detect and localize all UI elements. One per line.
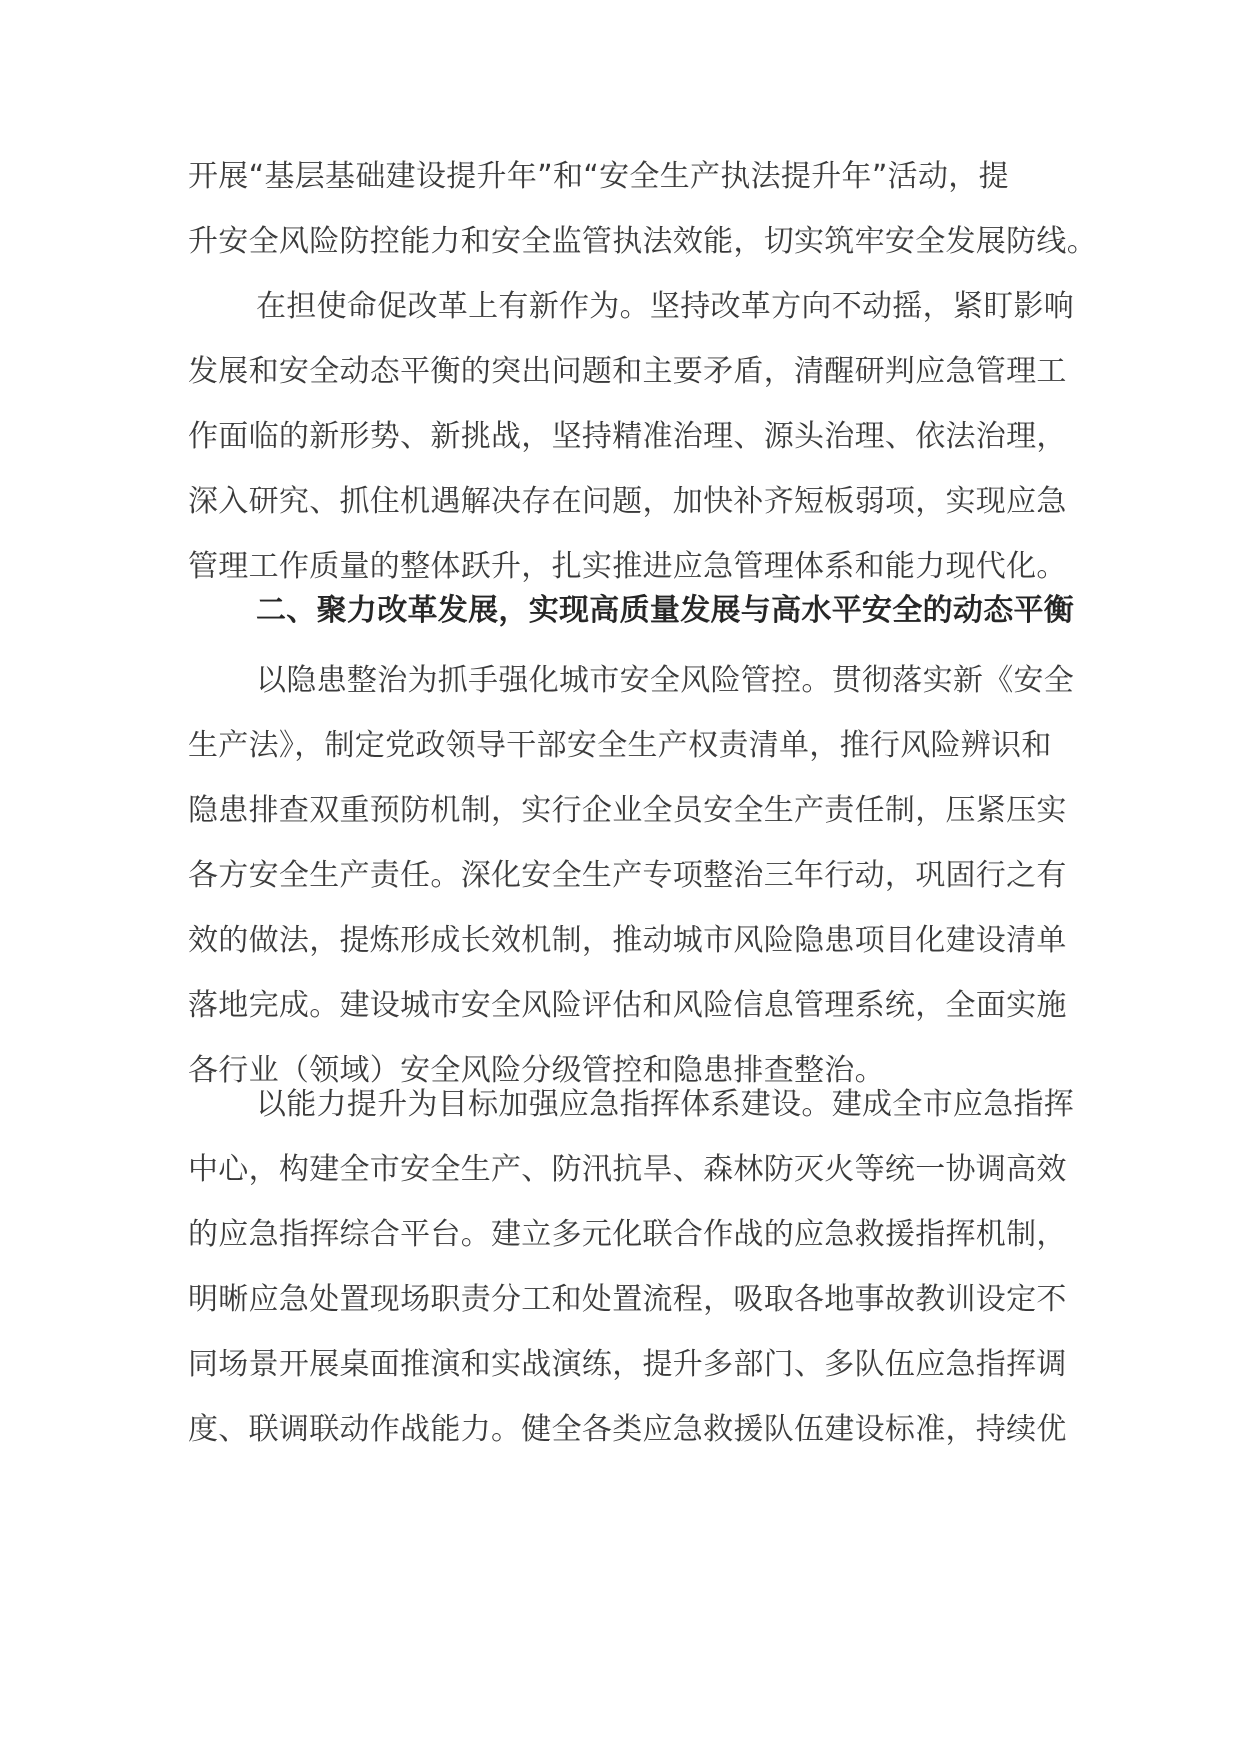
text-line: 以隐患整治为抓手强化城市安全风险管控。贯彻落实新《安全 [256, 663, 1075, 698]
text-line: 效的做法，提炼形成长效机制，推动城市风险隐患项目化建设清单 [188, 923, 1067, 958]
text-line: 度、联调联动作战能力。健全各类应急救援队伍建设标准，持续优 [188, 1412, 1067, 1447]
paragraph-2 [188, 274, 1075, 599]
paragraph-4 [188, 1072, 1075, 1462]
text-line: 各方安全生产责任。深化安全生产专项整治三年行动，巩固行之有 [188, 858, 1067, 893]
text-line: 的应急指挥综合平台。建立多元化联合作战的应急救援指挥机制， [188, 1217, 1067, 1252]
section-heading [188, 578, 1075, 643]
text-line: 落地完成。建设城市安全风险评估和风险信息管理系统，全面实施 [188, 988, 1067, 1023]
heading-line: 二、聚力改革发展，实现高质量发展与高水平安全的动态平衡 [256, 593, 1075, 628]
text-line: 明晰应急处置现场职责分工和处置流程，吸取各地事故教训设定不 [188, 1282, 1067, 1317]
text-line: 管理工作质量的整体跃升，扎实推进应急管理体系和能力现代化。 [188, 549, 1067, 584]
text-line: 作面临的新形势、新挑战，坚持精准治理、源头治理、依法治理， [188, 419, 1067, 454]
paragraph-3 [188, 648, 1075, 1103]
text-line: 隐患排查双重预防机制，实行企业全员安全生产责任制，压紧压实 [188, 793, 1067, 828]
paragraph-1 [188, 144, 1097, 274]
text-line: 以能力提升为目标加强应急指挥体系建设。建成全市应急指挥 [256, 1087, 1075, 1122]
text-line: 在担使命促改革上有新作为。坚持改革方向不动摇，紧盯影响 [256, 289, 1075, 324]
text-line: 开展“基层基础建设提升年”和“安全生产执法提升年”活动，提 [188, 159, 1009, 194]
text-line: 发展和安全动态平衡的突出问题和主要矛盾，清醒研判应急管理工 [188, 354, 1067, 389]
text-line: 同场景开展桌面推演和实战演练，提升多部门、多队伍应急指挥调 [188, 1347, 1067, 1382]
text-line: 中心，构建全市安全生产、防汛抗旱、森林防灭火等统一协调高效 [188, 1152, 1067, 1187]
text-line: 升安全风险防控能力和安全监管执法效能，切实筑牢安全发展防线。 [188, 224, 1097, 259]
text-line: 各行业（领域）安全风险分级管控和隐患排查整治。 [188, 1053, 885, 1088]
text-line: 深入研究、抓住机遇解决存在问题，加快补齐短板弱项，实现应急 [188, 484, 1067, 519]
text-line: 生产法》，制定党政领导干部安全生产权责清单，推行风险辨识和 [188, 728, 1052, 763]
